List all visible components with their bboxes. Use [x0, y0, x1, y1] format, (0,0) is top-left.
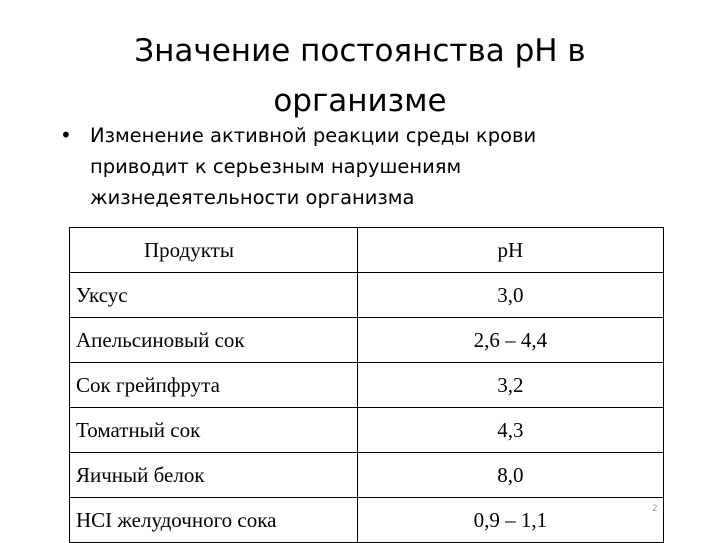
column-header-products: Продукты — [70, 228, 358, 273]
bullet-item — [60, 120, 640, 213]
table-row — [70, 318, 664, 363]
ph-value: 2,6 – 4,4 — [357, 318, 663, 363]
ph-value: 3,0 — [357, 273, 663, 318]
slide-title: Значение постоянства pH в организме — [134, 33, 586, 119]
table-row — [70, 408, 664, 453]
table-header-row — [70, 228, 664, 273]
product-name: HCI желудочного сока — [70, 498, 358, 543]
column-header-ph: pH — [357, 228, 663, 273]
table-row — [70, 453, 664, 498]
page-number: 2 — [652, 504, 658, 514]
ph-value: 0,9 – 1,1 — [357, 498, 663, 543]
product-name: Яичный белок — [70, 453, 358, 498]
ph-table — [69, 227, 664, 543]
ph-value: 3,2 — [357, 363, 663, 408]
bullet-text: Изменение активной реакции среды крови приводит к серьезным нарушениям жизнедеятельности организма — [90, 124, 537, 209]
ph-value: 4,3 — [357, 408, 663, 453]
product-name: Томатный сок — [70, 408, 358, 453]
table-row — [70, 273, 664, 318]
ph-value: 8,0 — [357, 453, 663, 498]
product-name: Уксус — [70, 273, 358, 318]
product-name: Сок грейпфрута — [70, 363, 358, 408]
table-row — [70, 363, 664, 408]
table-row — [70, 498, 664, 543]
bullet-marker: • — [60, 123, 72, 147]
product-name: Апельсиновый сок — [70, 318, 358, 363]
